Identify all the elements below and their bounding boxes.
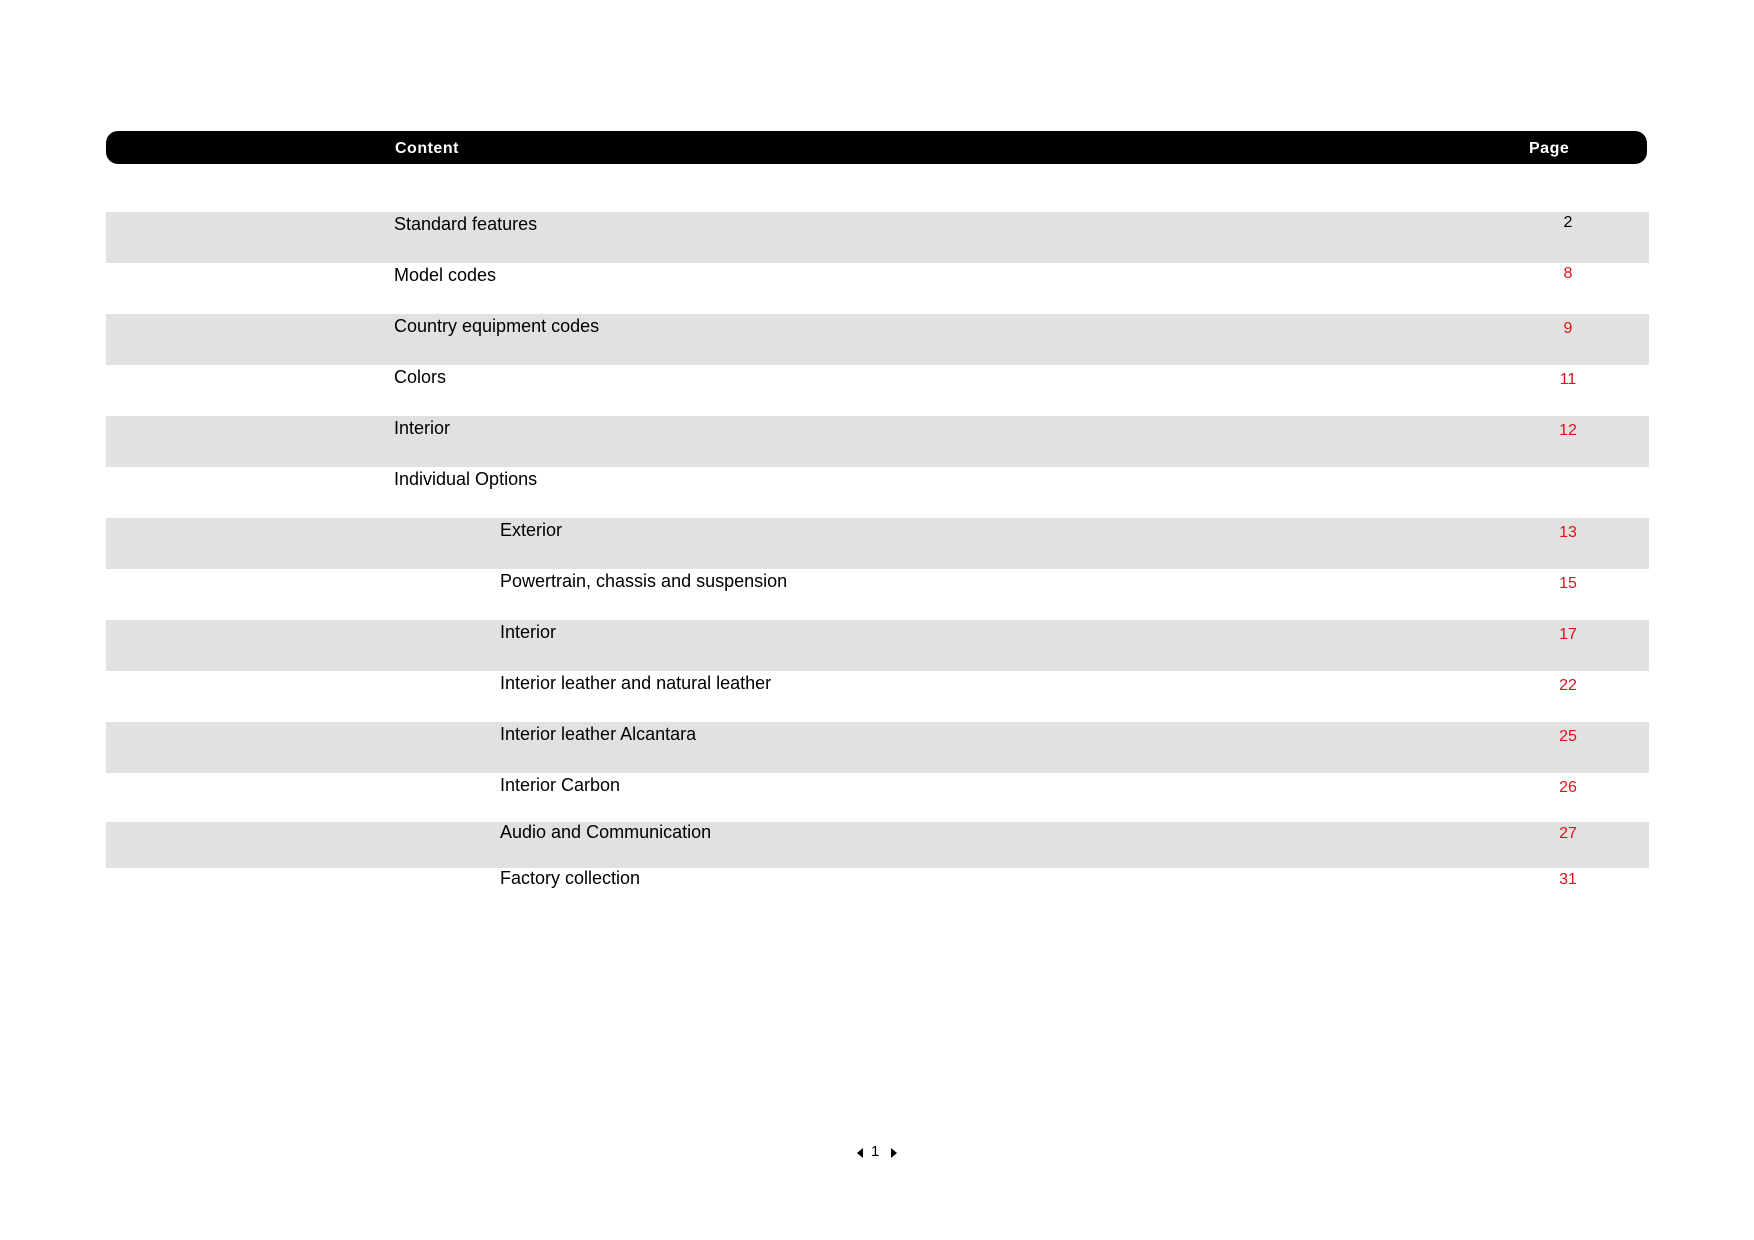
- toc-entry-page-link[interactable]: 26: [1559, 779, 1577, 796]
- toc-entry-page-link[interactable]: 11: [1559, 371, 1577, 388]
- toc-entry-page-link[interactable]: 25: [1559, 728, 1577, 745]
- toc-row: [106, 518, 1649, 569]
- toc-entry-label[interactable]: Interior leather and natural leather: [500, 673, 772, 693]
- toc-entry-label[interactable]: Interior leather Alcantara: [500, 724, 697, 744]
- toc-entry-label[interactable]: Interior Carbon: [500, 775, 621, 795]
- toc-row: [106, 722, 1649, 773]
- toc-entry-label[interactable]: Powertrain, chassis and suspension: [500, 571, 788, 591]
- toc-entry-page-link[interactable]: 27: [1559, 825, 1577, 842]
- toc-entry-page-link[interactable]: 8: [1563, 265, 1573, 282]
- toc-entry-page-link[interactable]: 13: [1559, 524, 1577, 541]
- toc-row: [106, 263, 1649, 314]
- toc-row: [106, 569, 1649, 620]
- toc-row: [106, 365, 1649, 416]
- toc-row: [106, 773, 1649, 822]
- toc-entry-label[interactable]: Model codes: [394, 265, 497, 285]
- toc-entry-label[interactable]: Country equipment codes: [394, 316, 600, 336]
- toc-entry-label[interactable]: Interior: [500, 622, 557, 642]
- toc-entry-label[interactable]: Colors: [394, 367, 447, 387]
- toc-entry-label: Individual Options: [394, 469, 538, 489]
- toc-row: [106, 822, 1649, 868]
- toc-entry-page-link[interactable]: 9: [1563, 320, 1573, 337]
- toc-entry-page-link[interactable]: 15: [1559, 575, 1577, 592]
- toc-row: [106, 868, 1649, 914]
- toc-row: [106, 212, 1649, 263]
- toc-entry-label[interactable]: Exterior: [500, 520, 563, 540]
- toc-row: [106, 314, 1649, 365]
- next-page-icon[interactable]: [891, 1148, 897, 1158]
- toc-row: [106, 467, 1649, 518]
- toc-entry-label[interactable]: Audio and Communication: [500, 822, 712, 842]
- toc-entry-label[interactable]: Factory collection: [500, 868, 641, 888]
- toc-row: [106, 620, 1649, 671]
- toc-header-bar: [106, 131, 1647, 164]
- header-page-label: Page: [1529, 140, 1570, 157]
- toc-row: [106, 671, 1649, 722]
- toc-entry-page-link[interactable]: 12: [1559, 422, 1577, 439]
- toc-entry-page-link: 2: [1563, 214, 1573, 231]
- current-page-number: 1: [871, 1143, 880, 1160]
- page-navigator: [854, 1143, 900, 1163]
- toc-entry-label[interactable]: Interior: [394, 418, 451, 438]
- toc-entry-page-link[interactable]: 22: [1559, 677, 1577, 694]
- previous-page-icon[interactable]: [857, 1148, 863, 1158]
- toc-entry-label: Standard features: [394, 214, 538, 234]
- toc-entry-page-link[interactable]: 31: [1559, 871, 1577, 888]
- toc-entry-page-link[interactable]: 17: [1559, 626, 1577, 643]
- toc-row: [106, 416, 1649, 467]
- header-content-label: Content: [395, 140, 459, 157]
